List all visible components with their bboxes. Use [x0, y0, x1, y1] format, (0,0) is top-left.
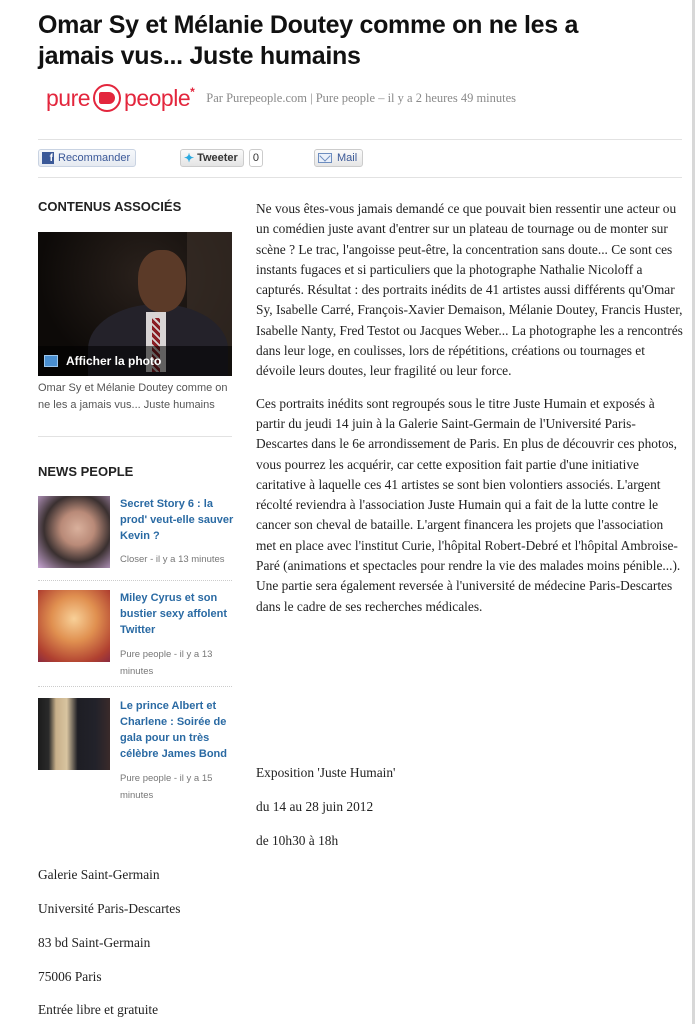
address-line: Galerie Saint-Germain: [38, 867, 160, 882]
article-body: [256, 199, 684, 617]
news-meta: Closer - il y a 13 minutes: [120, 554, 225, 565]
logo-text-right: people: [124, 84, 191, 111]
news-title-link[interactable]: Miley Cyrus et son bustier sexy affolent Twitter: [120, 592, 227, 636]
article-paragraph: Ne vous êtes-vous jamais demandé ce que pouvait bien ressentir une acteur ou un comédien juste avant d'entrer sur un plateau de tournage ou de monter sur scène ? Le trac, l'angoisse peut-être, la concentration sans doute... Ce sont ces instants fugaces et si particuliers que la photographe Nathalie Nicoloff a capturés. Résultat : des portraits inédits de 41 artistes aussi différents qu'Omar Sy, Isabelle Carré, François-Xavier Demaison, Mélanie Doutey, Francis Huster, Isabelle Nanty, Fred Testot ou Jacques Weber... La photographe les a rencontrés dans leur loge, en coulisses, lors de répétitions, créations ou tournages et dévoile leurs doutes, leur fragilité ou leur force.: [256, 201, 683, 379]
facebook-recommend-button[interactable]: [38, 148, 136, 168]
mail-button[interactable]: [314, 148, 363, 168]
news-thumbnail[interactable]: [38, 698, 110, 770]
news-item[interactable]: [38, 496, 232, 576]
divider: [38, 177, 682, 178]
article-title: Omar Sy et Mélanie Doutey comme on ne les a jamais vus... Juste humains: [38, 11, 579, 70]
related-photo[interactable]: [38, 232, 232, 376]
mail-envelope-icon: [318, 153, 332, 163]
logo-p-icon: [93, 84, 121, 112]
news-thumbnail[interactable]: [38, 496, 110, 568]
byline: Par Purepeople.com | Pure people – il y a 2 heures 49 minutes: [206, 90, 517, 105]
news-item[interactable]: [38, 698, 232, 801]
brand-row: [46, 82, 516, 114]
divider: [38, 580, 232, 581]
news-item[interactable]: [38, 590, 232, 680]
show-photo-label: Afficher la photo: [66, 354, 162, 368]
purepeople-logo[interactable]: [46, 84, 194, 112]
address-line: Université Paris-Descartes: [38, 901, 181, 916]
news-thumbnail[interactable]: [38, 590, 110, 662]
facebook-icon: f: [42, 152, 54, 164]
related-photo-caption[interactable]: Omar Sy et Mélanie Doutey comme on ne les a jamais vus... Juste humains: [38, 382, 228, 411]
show-photo-overlay[interactable]: [38, 346, 232, 376]
address-line: 75006 Paris: [38, 969, 102, 984]
address-line: Entrée libre et gratuite: [38, 1002, 159, 1017]
tweet-count: 0: [249, 149, 263, 167]
news-title-link[interactable]: Secret Story 6 : la prod' veut-elle sauver Kevin ?: [120, 498, 234, 542]
divider: [38, 436, 232, 437]
related-content-heading: CONTENUS ASSOCIÉS: [38, 199, 182, 214]
divider: [38, 686, 232, 687]
news-title-link[interactable]: Le prince Albert et Charlene : Soirée de gala pour un très célèbre James Bond: [120, 700, 227, 760]
exhibition-hours: de 10h30 à 18h: [256, 833, 339, 848]
tweet-button[interactable]: [180, 149, 244, 167]
photo-gallery-icon: [44, 355, 58, 367]
address-line: 83 bd Saint-Germain: [38, 935, 151, 950]
facebook-label: Recommander: [58, 152, 131, 164]
exhibition-dates: du 14 au 28 juin 2012: [256, 799, 374, 814]
logo-text-left: pure: [46, 84, 91, 111]
news-people-heading: NEWS PEOPLE: [38, 464, 134, 479]
news-meta: Pure people - il y a 13 minutes: [120, 649, 213, 677]
tweet-label: Tweeter: [197, 152, 238, 164]
logo-star: *: [190, 85, 195, 99]
twitter-bird-icon: ✦: [184, 151, 195, 165]
divider: [38, 139, 682, 140]
mail-label: Mail: [337, 152, 358, 164]
news-meta: Pure people - il y a 15 minutes: [120, 773, 213, 801]
article-paragraph: Ces portraits inédits sont regroupés sous le titre Juste Humain et exposés à partir du jeudi 14 juin à la Galerie Saint-Germain de l'Université Paris-Descartes dans le 6e arrondissement de Paris. En plus de découvrir ces photos, vous pourrez les acquérir, car cette exposition fait partie d'une initiative caritative à laquelle ces 41 artistes se sont bien volontiers associés. L'argent récolté reviendra à l'association Juste Humain qui a fait de la lutte contre le cancer son cheval de bataille. L'argent financera les projets que l'association met en place avec l'institut Curie, l'hôpital Robert-Debré et l'hôpital Ambroise-Paré (animations et spectacles pour rendre la vie des malades moins pénible...). Une partie sera également reversée à l'université de médecine Paris-Descartes dans le cadre de ses recherches médicales.: [256, 395, 681, 614]
tweet-group: [180, 148, 263, 168]
exhibition-name: Exposition 'Juste Humain': [256, 765, 396, 780]
